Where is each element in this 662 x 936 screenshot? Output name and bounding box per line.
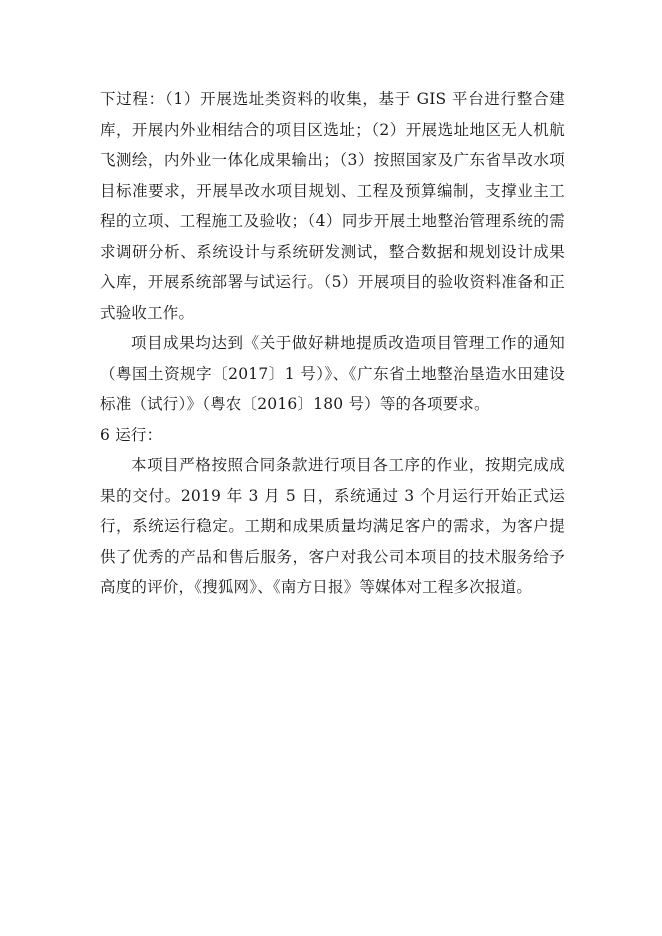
paragraph-standards: 项目成果均达到《关于做好耕地提质改造项目管理工作的通知（粤国土资规字〔2017〕1 号）》、《广东省土地整治垦造水田建设标准（试行）》（粤农〔2016〕180 号）等的各项要求。 xyxy=(100,334,565,413)
document-body xyxy=(100,84,565,603)
paragraph-operation: 本项目严格按照合同条款进行项目各工序的作业，按期完成成果的交付。2019 年 3 月 5 日，系统通过 3 个月运行开始正式运行，系统运行稳定。工期和成果质量均满足客户的需求，为客户提供了优秀的产品和售后服务，客户对我公司本项目的技术服务给予高度的评价，《搜狐网》、《南方日报》等媒体对工程多次报道。 xyxy=(100,456,565,596)
section-heading-operation: 6 运行： xyxy=(100,425,163,444)
paragraph-process-steps: 下过程：（1）开展选址类资料的收集，基于 GIS 平台进行整合建库，开展内外业相结合的项目区选址；（2）开展选址地区无人机航飞测绘，内外业一体化成果输出；（3）按照国家及广东省旱改水项目标准要求，开展旱改水项目规划、工程及预算编制，支撑业主工程的立项、工程施工及验收；（4）同步开展土地整治管理系统的需求调研分析、系统设计与系统研发测试，整合数据和规划设计成果入库，开展系统部署与试运行。（5）开展项目的验收资料准备和正式验收工作。 xyxy=(100,90,565,322)
